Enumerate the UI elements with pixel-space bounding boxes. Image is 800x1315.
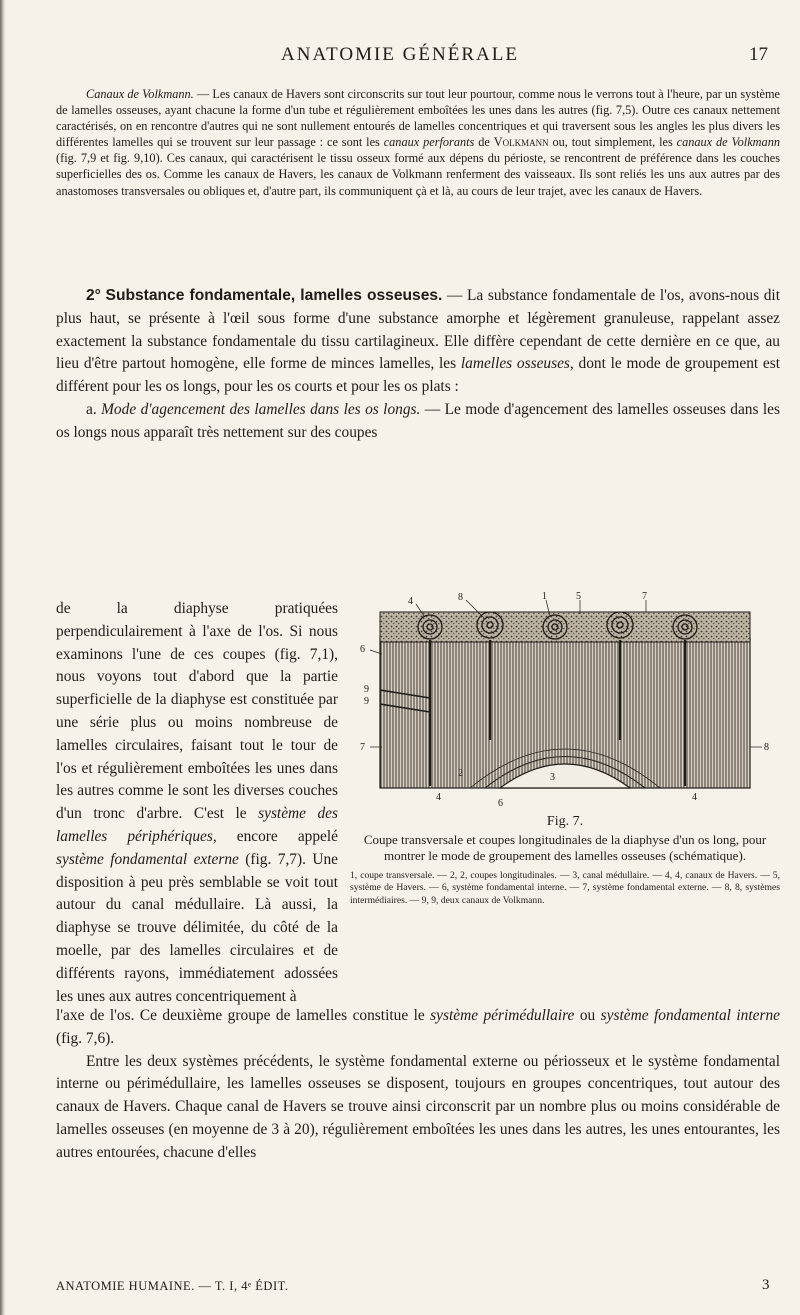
label-9: 9 <box>364 684 369 695</box>
book-reference: ANATOMIE HUMAINE. — T. I, 4ᵉ ÉDIT. <box>56 1279 289 1293</box>
author-name: Volkmann <box>493 135 549 150</box>
body-top <box>56 285 780 445</box>
label-7: 7 <box>360 742 365 753</box>
bone-section-illustration <box>350 590 780 810</box>
section-paragraph <box>56 285 780 399</box>
section-heading: Substance fondamentale, lamelles osseuses. <box>105 287 443 304</box>
signature-mark: 3 <box>762 1277 770 1293</box>
smallprint-paragraph <box>56 86 780 199</box>
text-run: , dont le mode de groupement est différent pour les os longs, pour les os courts et pour les os plats : <box>56 355 781 396</box>
lead-in: Canaux de Volkmann. <box>86 87 194 101</box>
continued-paragraph <box>56 1005 780 1051</box>
text-run: ou, tout simplement, les <box>548 135 677 150</box>
subsection-paragraph <box>56 399 780 445</box>
term: canaux perforants <box>383 135 475 150</box>
havers-paragraph: Entre les deux systèmes précédents, le système fondamental externe ou périosseux et le système fondamental interne ou périmédullaire, les lamelles osseuses se disposent, toujours en groupes concentriques, tout autour des canaux de Havers. Chaque canal de Havers se trouve ainsi circonscrit par un nombre plus ou moins considérable de lamelles osseuses (en moyenne de 3 à 20), régulièrement emboîtées les unes dans les autres, les unes entourantes, les autres entourées, chacune d'elles <box>56 1052 780 1161</box>
page-edge-shadow <box>0 0 6 1315</box>
text-run: — Le mode d'agencement des lamelles osseuses dans les os longs nous apparaît très nettement sur des coupes <box>56 400 780 441</box>
body-bottom <box>56 1005 780 1165</box>
text-run: — Les canaux de Havers sont circonscrits sur tout leur pourtour, comme nous le verrons tout à l'heure, par un système de lamelles osseuses, ayant chacune la forme d'un tube et régulièrement emboîtées les unes dans les autres (fig. 7,5). Outre ces canaux nettement caractérisés, on en rencontre d'autres qui ne sont nullement entourés de lamelles concentriques et qui traversent sous les angles les plus divers les différentes lamelles qui se trouvent sur leur passage : ce sont les <box>56 87 780 150</box>
text-run: l'axe de l'os. Ce deuxième groupe de lamelles constitue le <box>56 1007 431 1024</box>
transverse-face <box>380 612 750 642</box>
term: système des lamelles périphériques <box>56 805 338 845</box>
label-8: 8 <box>764 742 769 753</box>
figure-7 <box>350 590 780 985</box>
page-number: 17 <box>749 44 768 65</box>
term: système fondamental interne <box>600 1007 780 1024</box>
label-6: 6 <box>360 644 365 655</box>
text-run: de la diaphyse pratiquées perpendiculairement à l'axe de l'os. Si nous examinons l'une de ces coupes (fig. 7,1), nous voyons tout d'abord que la partie superficielle de la diaphyse est constituée par une série plus ou moins nombreuse de lamelles circulaires, faisant tout le tour de l'os et régulièrement emboîtées les unes dans les autres comme le sont les diverses couches d'un tronc d'arbre. C'est le <box>56 600 338 823</box>
label-2: 2 <box>458 768 463 779</box>
label-3: 3 <box>550 772 555 783</box>
subsection-letter: a. <box>86 400 97 418</box>
label-4: 4 <box>692 792 697 803</box>
label-4: 4 <box>436 792 441 803</box>
text-run: (fig. 7,7). Une disposition à peu près semblable se voit tout autour du canal médullaire. Là aussi, la diaphyse se trouve délimitée, du côté de la moelle, par des lamelles circulaires et de différents rayons, immédiatement adossées les unes aux autres concentriquement à <box>56 850 338 1005</box>
label-5: 5 <box>576 591 581 602</box>
label-4: 4 <box>408 596 413 607</box>
text-run: (fig. 7,6). <box>56 1029 115 1047</box>
figure-title: Fig. 7. <box>546 814 584 829</box>
figure-caption: Coupe transversale et coupes longitudinales de la diaphyse d'un os long, pour montrer le mode de groupement des lamelles osseuses (schématique). <box>363 832 767 863</box>
text-run: ou <box>574 1007 601 1024</box>
volkmann-paragraph <box>56 86 780 199</box>
term: système périmédullaire <box>430 1007 575 1024</box>
term: lamelles osseuses <box>460 355 570 373</box>
label-7: 7 <box>642 591 647 602</box>
label-1: 1 <box>542 591 547 602</box>
label-6: 6 <box>498 798 503 809</box>
label-9: 9 <box>364 696 369 707</box>
figure-legend: 1, coupe transversale. — 2, 2, coupes longitudinales. — 3, canal médullaire. — 4, 4, canaux de Havers. — 5, système de Havers. — 6, système fondamental interne. — 7, système fondamental externe. — 8, 8, systèmes intermédiaires. — 9, 9, deux canaux de Volkmann. <box>350 870 780 906</box>
text-run: (fig. 7,9 et fig. 9,10). Ces canaux, qui caractérisent le tissu osseux formé aux dépens du périoste, se rencontrent de préférence dans les couches superficielles des os. Comme les canaux de Havers, les canaux de Volkmann renferment des vaisseaux. Ils sont reliés les uns aux autres par des anastomoses transversales ou obliques et, d'autre part, ils communiquent çà et là, au cours de leur trajet, avec les canaux de Havers. <box>56 151 780 198</box>
label-8: 8 <box>458 592 463 603</box>
term: canaux de Volkmann <box>676 135 780 150</box>
subsection-heading: Mode d'agencement des lamelles dans les os longs. <box>101 400 421 418</box>
text-run: — La substance fondamentale de l'os, avons-nous dit plus haut, se présente à l'œil sous forme d'une substance amorphe et légèrement granuleuse, rappelant assez exactement la substance fondamentale du tissu cartilagineux. Elle diffère cependant de cette dernière en ce que, au lieu d'être partout homogène, elle forme de minces lamelles, les <box>56 287 780 373</box>
section-number: 2° <box>86 287 101 304</box>
text-run: de <box>474 135 494 150</box>
wrapped-text-column <box>56 598 338 1008</box>
running-title: ANATOMIE GÉNÉRALE <box>281 44 519 65</box>
term: système fondamental externe <box>56 850 239 868</box>
footer <box>56 1279 780 1294</box>
text-run: , encore appelé <box>212 827 338 845</box>
